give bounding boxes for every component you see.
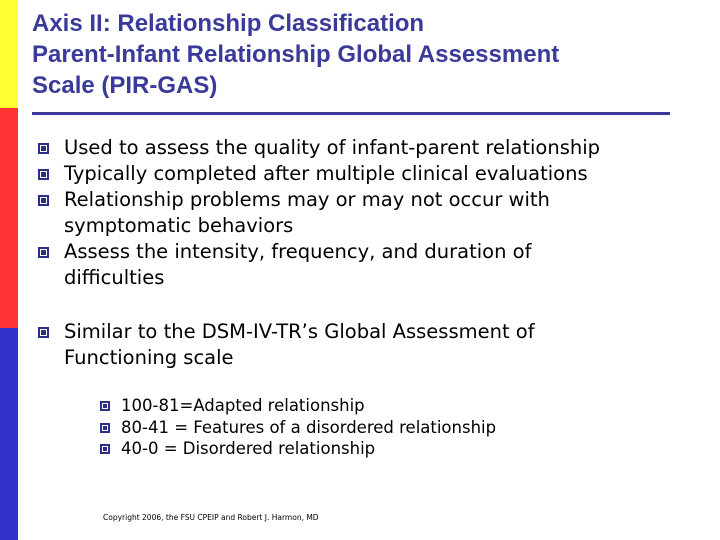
sub-bullet-item xyxy=(100,395,700,417)
sub-bullet-text: 40-0 = Disordered relationship xyxy=(121,439,376,458)
sub-bullet-list xyxy=(100,395,700,460)
slide-title xyxy=(32,8,692,101)
square-bullet-icon xyxy=(38,327,49,338)
bullet-item xyxy=(36,187,624,239)
title-line: Axis II: Relationship Classification xyxy=(32,10,425,37)
bullet-item xyxy=(36,239,624,291)
title-underline xyxy=(32,112,670,115)
square-bullet-icon xyxy=(38,143,49,154)
sub-bullet-item xyxy=(100,438,700,460)
bullet-text: Relationship problems may or may not occur with symptomatic behaviors xyxy=(64,188,550,237)
accent-bar-yellow xyxy=(0,0,18,108)
bullet-list xyxy=(36,135,706,371)
square-bullet-icon xyxy=(38,169,49,180)
title-line: Scale (PIR-GAS) xyxy=(32,72,218,99)
sub-bullet-text: 80-41 = Features of a disordered relationship xyxy=(121,417,497,437)
accent-bar-blue xyxy=(0,328,18,540)
bullet-text: Typically completed after multiple clinical evaluations xyxy=(64,162,588,185)
bullet-text: Assess the intensity, frequency, and duration of difficulties xyxy=(64,240,532,289)
accent-bar-red xyxy=(0,108,18,328)
square-bullet-icon xyxy=(100,423,110,433)
sub-bullet-item xyxy=(100,417,700,439)
bullet-text: Used to assess the quality of infant-parent relationship xyxy=(64,136,601,159)
bullet-text: Similar to the DSM-IV-TR’s Global Assessment of Functioning scale xyxy=(64,320,535,369)
copyright-notice: Copyright 2006, the FSU CPEIP and Robert J. Harmon, MD xyxy=(103,513,319,522)
title-line: Parent-Infant Relationship Global Assessment xyxy=(32,41,560,68)
bullet-item xyxy=(36,135,706,161)
bullet-item xyxy=(36,319,634,371)
square-bullet-icon xyxy=(100,401,110,411)
square-bullet-icon xyxy=(38,247,49,258)
sub-bullet-text: 100-81=Adapted relationship xyxy=(121,396,365,415)
square-bullet-icon xyxy=(100,444,110,454)
bullet-item xyxy=(36,161,706,187)
square-bullet-icon xyxy=(38,195,49,206)
